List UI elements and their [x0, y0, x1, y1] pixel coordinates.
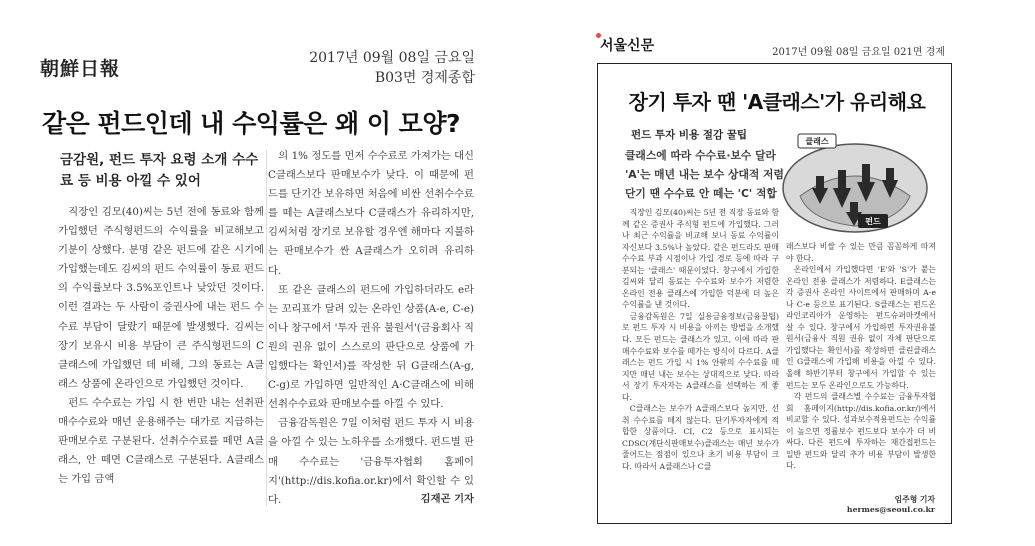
- class-tag-label: 클래스: [805, 137, 829, 146]
- seoul-lead-line: 클래스에 따라 수수료·보수 달라: [625, 149, 776, 162]
- seoul-dateline: 2017년 09월 08일 금요일 021면 경제: [772, 47, 945, 58]
- seoul-lead-line: 단기 땐 수수료 안 떼는 'C' 적합: [625, 187, 777, 200]
- chosun-paragraph: 직장인 김모(40)씨는 5년 전에 동료와 함께 가입했던 주식형펀드의 수익률을 비교해보고 기분이 상했다. 분명 같은 펀드에 같은 시기에 가입했는데도 김씨의 펀드 수익률이 동료 펀드의 수익률보다 3.5%포인트나 낮았던 것이다. 이런 결과는 두 사람이 증권사에 내는 펀드 수수료 부담이 달랐기 때문에 발생했다. 김씨는 장기 보유시 비용 부담이 큰 주식형펀드의 C클래스에 가입했던 데 비해, 그의 동료는 A클래스 상품에 온라인으로 가입했던 것이다.: [58, 206, 264, 390]
- seoul-column-1: [622, 207, 779, 473]
- chosun-page: B03면 경제종합: [374, 70, 475, 86]
- seoul-paragraph: 래스보다 비쌀 수 있는 만큼 꼼꼼하게 따져야 한다.: [786, 242, 936, 263]
- seoul-paragraph: C클래스는 보수가 A클래스보다 높지만, 선취 수수료를 떼지 않는다. 단기투자자에게 적합한 상품이다. CI, C2 등으로 표시되는 CDSC(계단식판매보수)클래스는 매년 보수가 줄어드는 점점이 있으나 초기 비용 부담이 크다. 따라서 A클래스나 C클: [622, 404, 779, 472]
- chosun-dateline: [285, 48, 475, 88]
- seoul-lead-line: 'A'는 매년 내는 보수 상대적 저렴: [625, 168, 784, 181]
- seoul-column-2: [786, 241, 936, 472]
- seoul-paragraph: 금융감독원은 7일 실용금융정보(금융꿀팁)로 펀드 투자 시 비용을 아끼는 방법을 소개했다. 모든 펀드는 클래스가 있고, 이에 따라 판매수수료와 보수를 떼가는 방식이 다르다. A클래스는 펀드 가입 시 1% 안팎의 수수료를 떼지만 매년 내는 보수는 상대적으로 낮다. 따라서 장기 투자자는 A클래스를 선택하는 게 좋다.: [622, 311, 779, 402]
- chosun-paragraph: 금융감독원은 7일 이처럼 펀드 투자 시 비용을 아낄 수 있는 노하우를 소개했다. 펀드별 판매 수수료는 '금융투자협회 홈페이지'(http://dis.kofia.or.kr)에서 확인할 수 있다.: [268, 417, 474, 506]
- chosun-column-2: [268, 147, 474, 510]
- chosun-column-1: [58, 203, 264, 489]
- seoul-logo: 서울신문: [600, 38, 655, 54]
- chosun-clipping: [0, 0, 480, 546]
- chosun-subhead: 금감원, 펀드 투자 요령 소개 수수료 등 비용 아낄 수 있어: [60, 152, 259, 189]
- seoul-subhead: 펀드 투자 비용 절감 꿀팁: [631, 129, 748, 141]
- seoul-lead: [625, 146, 803, 203]
- seoul-paragraph: 직장인 김모(40)씨는 5년 전 직장 동료와 함께 같은 증권사 주식형 펀드에 가입했다. 그러나 최근 수익률을 비교해 보니 동료 수익률이 자신보다 3.5%나 높았다. 같은 펀드라도 판매수수료 부과 시점이나 가입 경로 등에 따라 구분되는 '클래스' 때문이었다. 창구에서 가입한 김씨와 달리 동료는 수수료와 보수가 저렴한 온라인 전용 클래스에 가입한 덕분에 더 높은 수익률을 낸 것이다.: [622, 208, 779, 310]
- seoul-paragraph: 각 펀드의 클래스별 수수료는 금융투자협회 홈페이지(http://dis.kofia.or.kr/)에서 비교할 수 있다. 성과보수적용펀드는 수익률이 높으면 정률보수 펀드보다 보수가 더 비싸다. 다른 펀드에 투자하는 재간접펀드는 일반 펀드와 달리 추가 비용 부담이 발생한다.: [786, 392, 936, 471]
- chosun-logo: 朝鮮日報: [40, 58, 121, 80]
- chosun-date: 2017년 09월 08일 금요일: [309, 50, 475, 66]
- chosun-paragraph: 또 같은 클래스의 펀드에 가입하더라도 e라는 꼬리표가 달려 있는 온라인 상품(A-e, C-e)이나 창구에서 '투자 권유 불원서'(금융회사 직원의 권유 없이 스스로의 판단으로 상품에 가입했다는 확인서)를 작성한 뒤 G클래스(A-g, C-g)로 가입하면 일반적인 A·C클래스에 비해 선취수수료와 판매보수를 아낄 수 있다.: [268, 283, 474, 411]
- seoul-byline: 임주형 기자 hermes@seoul.co.kr: [846, 495, 935, 514]
- column-divider: [266, 150, 267, 506]
- chosun-headline: 같은 펀드인데 내 수익률은 왜 이 모양?: [42, 109, 460, 138]
- seoul-paragraph: 온라인에서 가입했다면 'E'와 'S'가 붙는 온라인 전용 클래스가 저렴하다. E클래스는 각 증권사 온라인 사이트에서 판매하며 A-e나 C-e 등으로 표기된다. S클래스는 펀드온라인코리아가 운영하는 펀드슈퍼마켓에서 살 수 있다. 창구에서 가입하면 투자권유불원서(금융사 직원 권유 없이 자체 판단으로 가입했다는 확인서)를 작성하면 클린클래스인 G클래스에 가입해 비용을 아낄 수 있다. 올해 하반기부터 창구에서 가입할 수 있는 펀드는 모두 온라인으로도 가능하다.: [786, 265, 936, 390]
- seoul-headline: 장기 투자 땐 'A클래스'가 유리해요: [628, 90, 926, 114]
- fund-class-arrows-illustration: [780, 126, 930, 236]
- fund-tag-label: 펀드: [865, 217, 881, 226]
- chosun-paragraph: 의 1% 정도를 먼저 수수료로 가져가는 대신 C클래스보다 판매보수가 낮다. 이 때문에 펀드를 단기간 보유하면 처음에 비싼 선취수수료를 떼는 A클래스보다 C클래스가 유리하지만, 김씨처럼 장기로 보유할 경우엔 해마다 지불하는 판매보수가 싼 A클래스가 오히려 유리하다.: [268, 150, 474, 277]
- chosun-byline: 김재곤 기자: [420, 493, 474, 505]
- chosun-paragraph: 펀드 수수료는 가입 시 한 번만 내는 선취판매수수료와 매년 운용해주는 대가로 지급하는 판매보수로 구분된다. 선취수수료를 떼면 A클래스, 안 떼면 C클래스로 구분된다. A클래스는 가입 금액: [58, 396, 264, 486]
